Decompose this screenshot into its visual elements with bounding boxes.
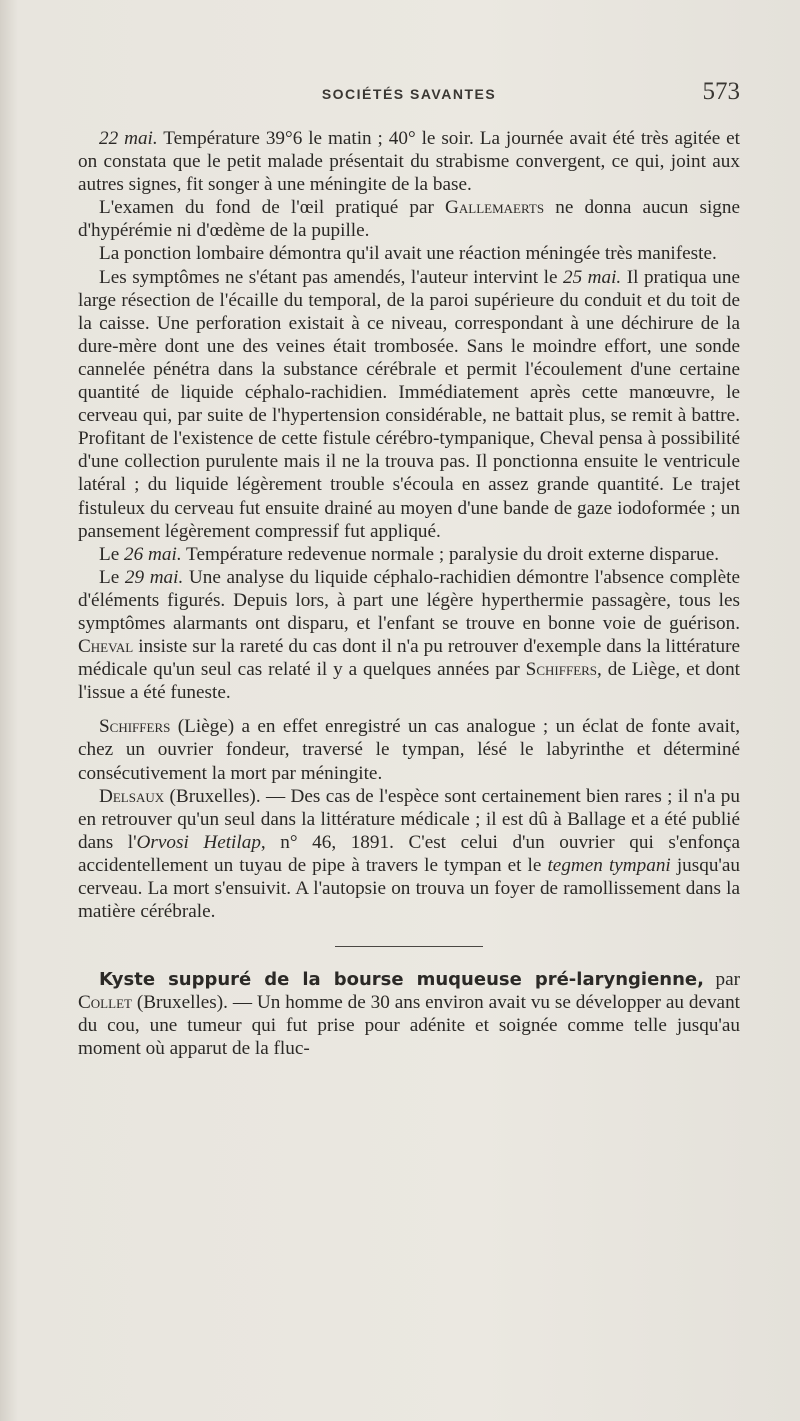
paragraph-text: Température redevenue normale ; paralysie du droit externe disparue. [181,543,720,565]
paragraph-text: par [703,969,740,991]
date-label: 29 mai. [124,566,184,588]
paragraph-text: (Bruxelles). — Un homme de 30 ans environ avait vu se développer au devant du cou, une tumeur qui fut prise pour adénite et soignée comme telle jusqu'au moment où apparut de la fluc- [78,992,740,1060]
author-name: Delsaux [99,785,165,807]
paragraph-text: , de Liège, et dont l'issue a été funeste. [78,659,740,704]
paragraph-text: Il pratiqua une large résection de l'écaille du temporal, de la paroi supérieure du conduit et du toit de la caisse. Une perforation existait à ce niveau, correspondant à une déchirure de la dure-mère dont une des veines était trombosée. Sans le moindre effort, une sonde cannelée pénétra dans la substance cérébrale et permit l'écoulement d'une certaine quantité de liquide céphalo-rachidien. Immédiatement après cette manœuvre, le cerveau qui, par suite de l'hypertension considérable, ne battait plus, se remit à battre. Profitant de l'existence de cette fistule cérébro-tympanique, Cheval pensa à possibilité d'une collection purulente mais il ne la trouva pas. Il ponctionna ensuite le ventricule latéral ; du liquide légèrement trouble s'écoula en assez grande quantité. Le trajet fistuleux du cerveau fut ensuite drainé au moyen d'une bande de gaze iodoformée ; un pansement légèrement compressif fut appliqué. [78,266,741,542]
paragraph-text: jusqu'au cerveau. La mort s'ensuivit. A l'autopsie on trouva un foyer de ramollissement dans la matière cérébrale. [78,854,740,923]
section-divider [335,946,483,947]
paragraph-text: Le [99,566,125,588]
paragraph-text: (Bruxelles). — Des cas de l'espèce sont certainement bien rares ; il n'a pu en retrouver qu'un seul dans la littérature médicale ; il est dû à Ballage et a été publié dans l' [78,785,740,853]
journal-title: Orvosi Hetilap [136,831,261,853]
paragraph-delsaux [78,785,740,924]
date-label: 22 mai. [99,128,158,149]
paragraph-may-22 [78,127,740,196]
paragraph-text: Le [99,543,125,565]
author-name: Collet [78,992,132,1014]
page-number: 573 [702,78,740,105]
paragraph-text: Une analyse du liquide céphalo-rachidien démontre l'absence complète d'éléments figurés. Depuis lors, à part une légère hyperthermie passagère, tous les symptômes alarmants ont disparu, et l'enfant se trouve en bonne voie de guérison. [78,566,741,634]
author-name: Schiffers [99,716,171,738]
author-name: Cheval [78,636,134,658]
paragraph-text: L'examen du fond de l'œil pratiqué par [99,197,446,219]
paragraph-fundus-exam [78,196,740,242]
date-label: 25 mai. [562,266,622,288]
paragraph-text: (Liège) a en effet enregistré un cas analogue ; un éclat de fonte avait, chez un ouvrier fondeur, traversé le tympan, lésé le labyrinthe et déterminé consécutivement la mort par méningite. [78,716,740,784]
author-name: Gallemaerts [445,197,545,219]
paragraph-may-25 [78,266,740,543]
paragraph-may-29 [78,566,740,705]
paragraph-text: Les symptômes ne s'étant pas amendés, l'auteur intervint le [99,266,563,288]
paragraph-text: , n° 46, 1891. C'est celui d'un ouvrier qui s'enfonça accidentellement un tuyau de pipe à travers le tympan et le [78,831,740,876]
page-header [78,78,740,112]
paragraph-lumbar-puncture [78,242,740,265]
paragraph-text: Température 39°6 le matin ; 40° le soir. La journée avait été très agitée et on constata que le petit malade présentait du strabisme convergent, ce qui, joint aux autres signes, fit songer à une méningite de la base. [78,128,741,196]
running-head: SOCIÉTÉS SAVANTES [321,86,497,102]
latin-term: tegmen tympani [547,854,671,876]
paragraph-text: ne donna aucun signe d'hypérémie ni d'œdème de la pupille. [78,197,740,242]
paragraph-schiffers [78,715,740,784]
paragraph-new-section [78,968,740,1060]
paragraph-text: La ponction lombaire démontra qu'il avait une réaction méningée très manifeste. [99,243,717,265]
body-text [78,127,740,1061]
paragraph-text: insiste sur la rareté du cas dont il n'a pu retrouver d'exemple dans la littérature médicale qu'un seul cas relaté il y a quelques années par [78,636,740,681]
paragraph-may-26 [78,543,740,566]
section-title: Kyste suppuré de la bourse muqueuse pré-laryngienne, [99,969,704,991]
date-label: 26 mai. [124,543,182,565]
author-name: Schiffers [525,659,598,681]
